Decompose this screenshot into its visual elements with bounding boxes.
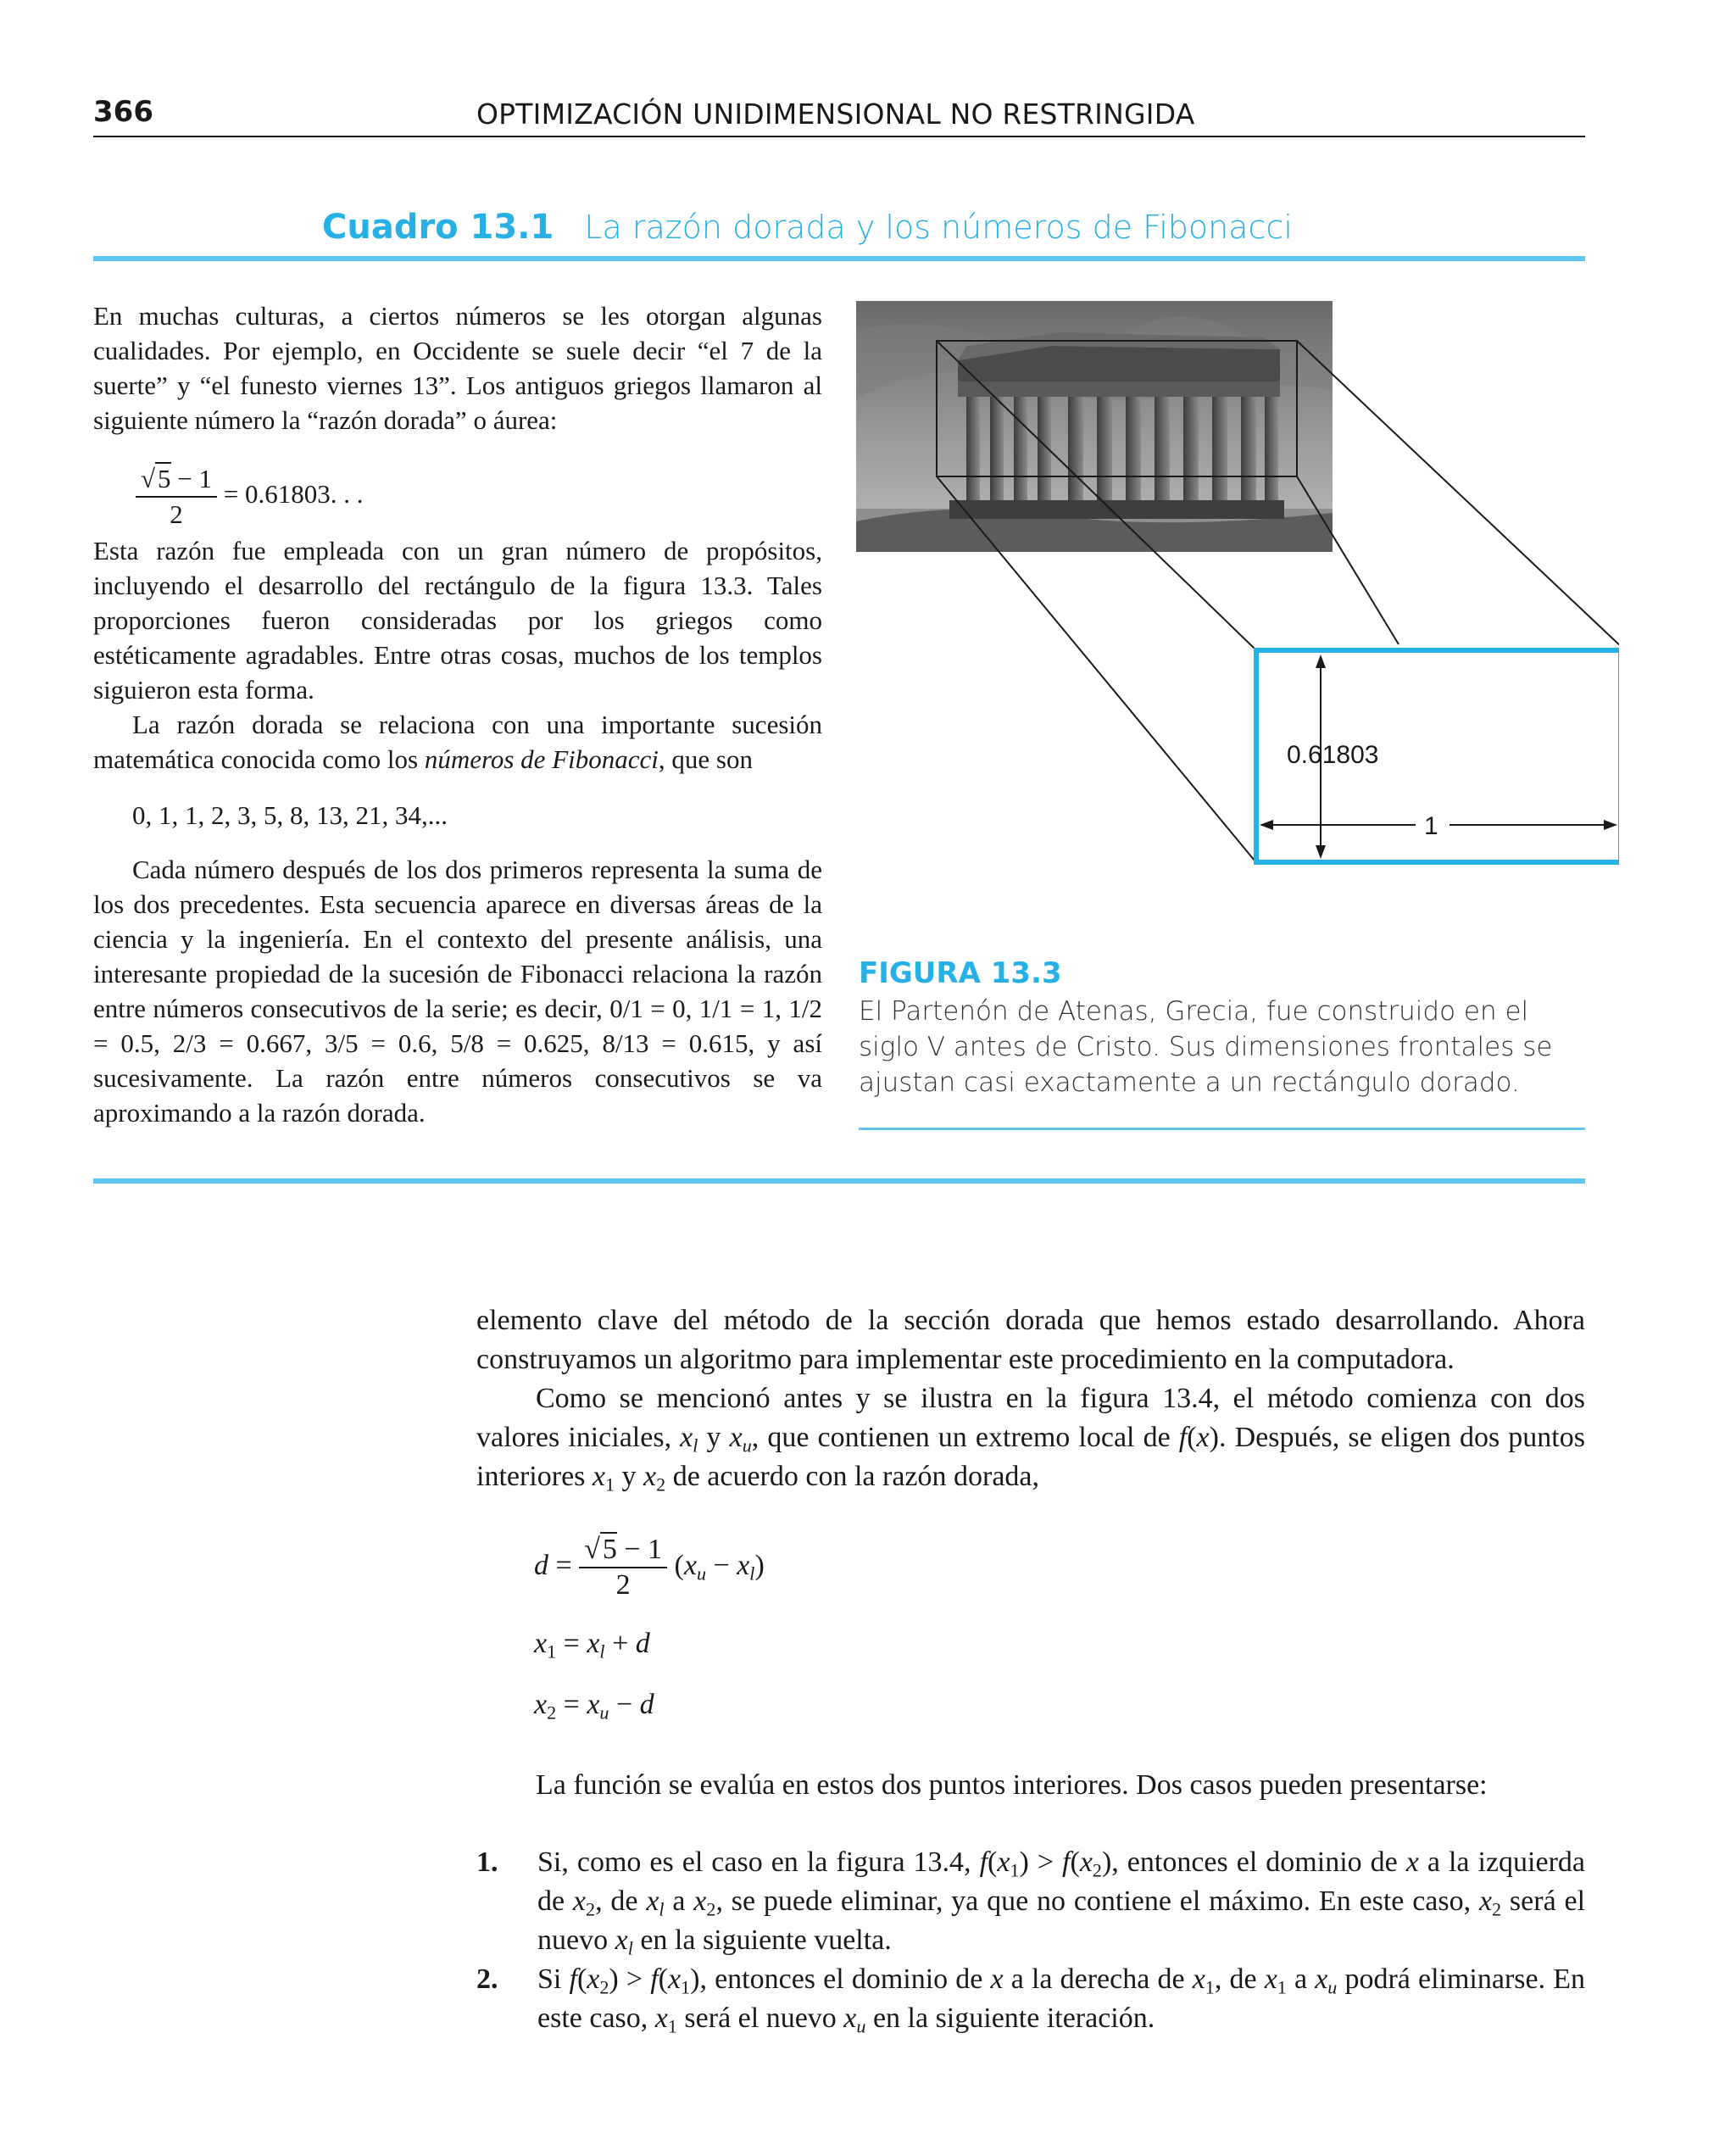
box-paragraph-2: Esta razón fue empleada con un gran número de propósitos, incluyendo el desarrollo del rectángulo de la figura 13.3. Tales proporciones fueron consideradas por los griegos como estéticamente agradables. Entre otras cosas, muchos de los templos siguieron esta forma. La razón dorada se relaciona con una importante sucesión matemática conocida como los números de Fibonacci, que son	[93, 536, 822, 774]
list-item: 1. Si, como es el caso en la figura 13.4, $f(x_1) > f(x_2)$, entonces el dominio de x a la izquierda de $x_2$, de $x_l$ a $x_2$, se puede eliminar, ya que no contiene el máximo. En este caso, $x_2$ será el nuevo $x_l$ en la siguiente vuelta.	[476, 1846, 1586, 1959]
box-bottom-rule	[93, 1178, 1585, 1184]
parthenon-photo	[856, 301, 1333, 552]
equation-d: d = $\frac{√5 - 1}{2}$ $(x_u - x_l)$	[534, 1534, 765, 1601]
height-label: 0.61803	[1287, 741, 1379, 769]
box-paragraph-3: Cada número después de los dos primeros representa la suma de los dos precedentes. Esta secuencia aparece en diversas áreas de la ciencia y la ingeniería. En el contexto del presente análisis, una interesante propiedad de la sucesión de Fibonacci relaciona la razón entre números consecutivos de la serie; es decir, 0/1 = 0, 1/1 = 1, 1/2 = 0.5, 2/3 = 0.667, 3/5 = 0.6, 5/8 = 0.625, 8/13 = 0.615, y así sucesivamente. La razón entre números consecutivos se va aproximando a la razón dorada.	[93, 855, 822, 1128]
equation-x2: $x_2 = x_u - d$	[534, 1689, 654, 1724]
figure-rule	[859, 1128, 1585, 1130]
header-rule	[93, 136, 1585, 137]
running-title: OPTIMIZACIÓN UNIDIMENSIONAL NO RESTRINGIDA	[476, 97, 1195, 131]
golden-ratio-result: = 0.61803. . .	[223, 479, 364, 510]
box-top-rule	[93, 256, 1585, 261]
figure-caption-text: El Partenón de Atenas, Grecia, fue construido en el siglo V antes de Cristo. Sus dimensiones frontales se ajustan casi exactamente a un rectángulo dorado.	[859, 996, 1553, 1098]
main-paragraph-2: Como se mencionó antes y se ilustra en la figura 13.4, el método comienza con dos valores iniciales, $x_l$ y $x_u$, que contienen un extremo local de f(x). Después, se eligen dos puntos interiores $x_1$ y $x_2$ de acuerdo con la razón dorada,	[476, 1383, 1585, 1496]
box-title-text: La razón dorada y los números de Fibonacci	[584, 209, 1293, 246]
figure-caption-label: FIGURA 13.3	[859, 956, 1062, 990]
parthenon-figure	[856, 297, 1619, 873]
golden-ratio-equation	[136, 462, 363, 532]
box-title-number: Cuadro 13.1	[322, 208, 554, 247]
main-paragraph-1: elemento clave del método de la sección dorada que hemos estado desarrollando. Ahora construyamos un algoritmo para implementar este procedimiento en la computadora.	[476, 1305, 1585, 1375]
page-number: 366	[93, 95, 153, 129]
main-paragraph-3: La función se evalúa en estos dos puntos interiores. Dos casos pueden presentarse:	[536, 1769, 1488, 1801]
width-label: 1	[1424, 812, 1438, 840]
equation-x1: $x_1 = x_l + d$	[534, 1628, 650, 1663]
box-paragraph-1: En muchas culturas, a ciertos números se les otorgan algunas cualidades. Por ejemplo, en Occidente se suele decir “el 7 de la suerte” y “el funesto viernes 13”. Los antiguos griegos llamaron al siguiente número la “razón dorada” o áurea:	[93, 301, 822, 435]
fibonacci-sequence: 0, 1, 1, 2, 3, 5, 8, 13, 21, 34,...	[132, 800, 448, 830]
list-item: 2. Si $f(x_2) > f(x_1)$, entonces el dominio de x a la derecha de $x_1$, de $x_1$ a $x_u$ podrá eliminarse. En este caso, $x_1$ será el nuevo $x_u$ en la siguiente iteración.	[476, 1963, 1586, 2037]
box-title	[322, 208, 1293, 247]
golden-ratio-fraction: $\frac{√5 - 1}{2}$	[136, 462, 217, 532]
